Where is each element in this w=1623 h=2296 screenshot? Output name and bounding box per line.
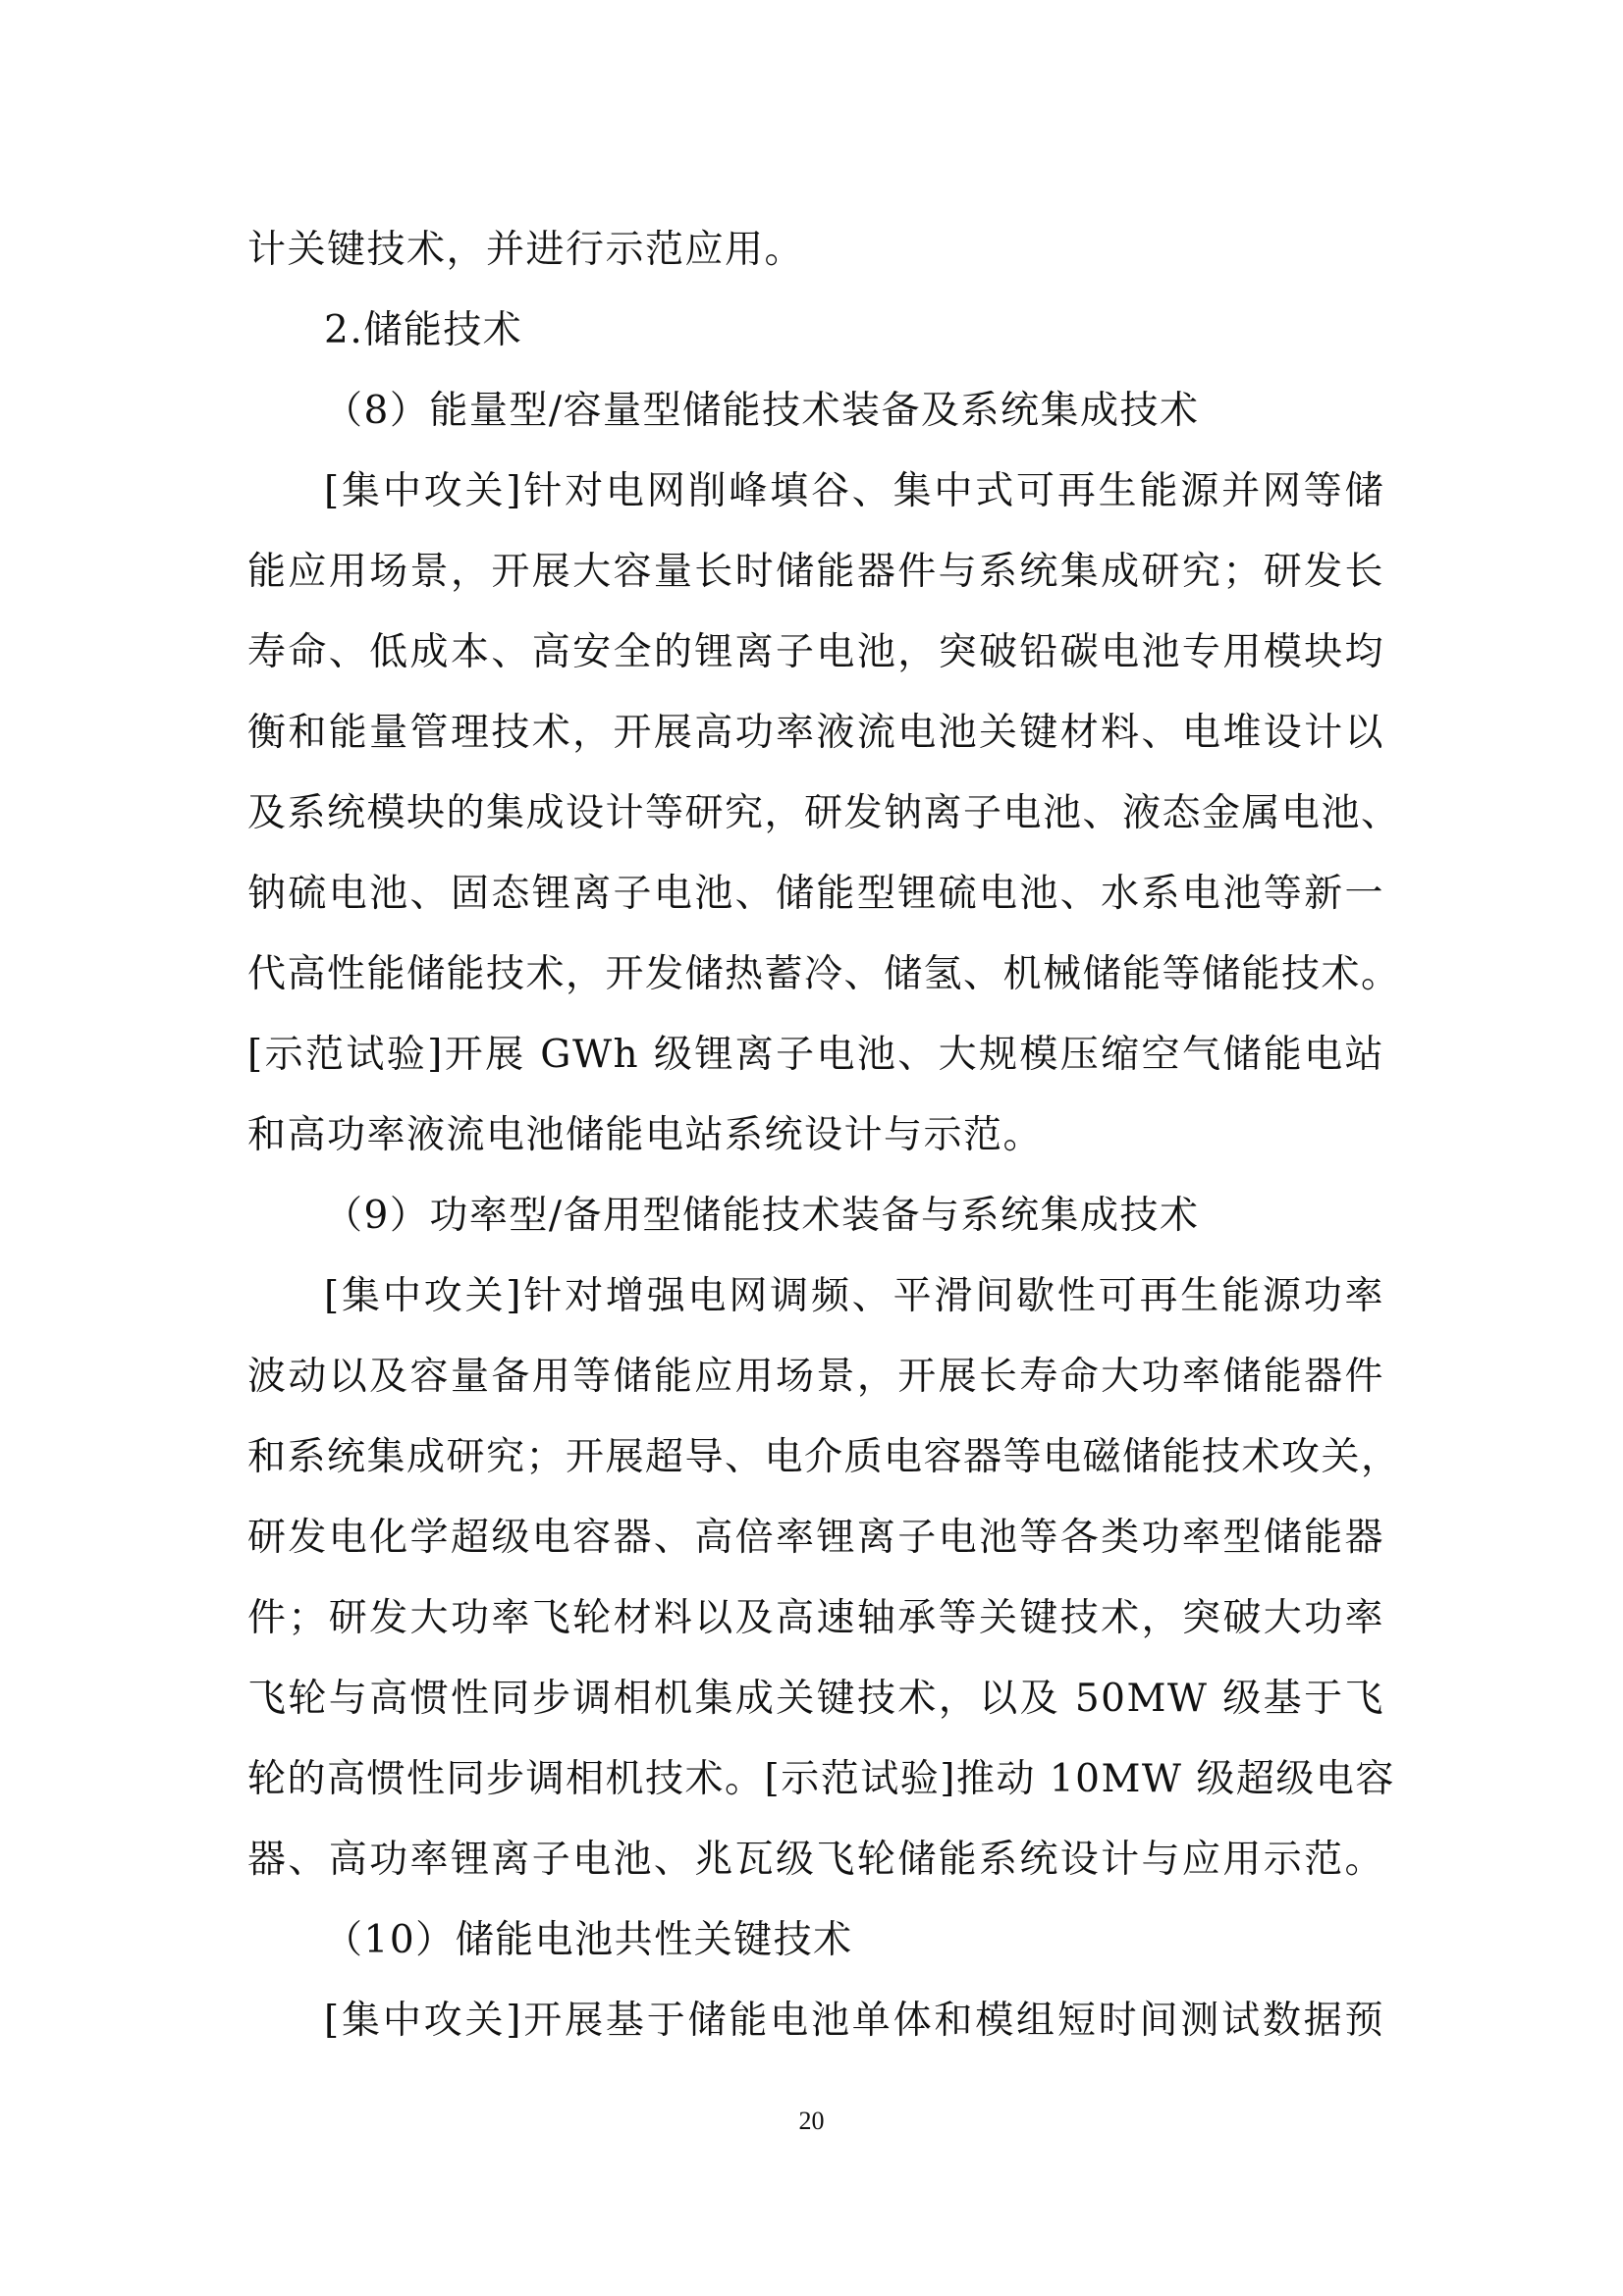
subsection-heading: （10）储能电池共性关键技术: [324, 1918, 853, 1962]
text-line: 轮的高惯性同步调相机技术。[示范试验]推动 10MW 级超级电容: [247, 1757, 1395, 1801]
subsection-heading: （8）能量型/容量型储能技术装备及系统集成技术: [324, 389, 1200, 433]
text-line: 代高性能储能技术，开发储热蓄冷、储氢、机械储能等储能技术。: [247, 952, 1401, 996]
text-line: [集中攻关]开展基于储能电池单体和模组短时间测试数据预: [324, 1999, 1384, 2043]
text-line: 波动以及容量备用等储能应用场景，开展长寿命大功率储能器件: [247, 1355, 1384, 1399]
text-line: 计关键技术，并进行示范应用。: [247, 228, 805, 272]
text-line: 寿命、低成本、高安全的锂离子电池，突破铅碳电池专用模块均: [247, 630, 1384, 674]
text-line: [集中攻关]针对电网削峰填谷、集中式可再生能源并网等储: [324, 469, 1384, 513]
page-number: 20: [798, 2107, 825, 2135]
text-line: 和系统集成研究；开展超导、电介质电容器等电磁储能技术攻关，: [247, 1435, 1401, 1479]
text-line: 能应用场景，开展大容量长时储能器件与系统集成研究；研发长: [247, 550, 1384, 594]
subsection-heading: （9）功率型/备用型储能技术装备与系统集成技术: [324, 1194, 1200, 1238]
text-line: 器、高功率锂离子电池、兆瓦级飞轮储能系统设计与应用示范。: [247, 1838, 1384, 1882]
text-line: 飞轮与高惯性同步调相机集成关键技术，以及 50MW 级基于飞: [247, 1677, 1384, 1721]
text-line: 衡和能量管理技术，开展高功率液流电池关键材料、电堆设计以: [247, 711, 1384, 755]
text-line: [集中攻关]针对增强电网调频、平滑间歇性可再生能源功率: [324, 1274, 1384, 1318]
section-heading: 2.储能技术: [324, 308, 523, 352]
text-line: 件；研发大功率飞轮材料以及高速轴承等关键技术，突破大功率: [247, 1596, 1384, 1640]
text-line: 及系统模块的集成设计等研究，研发钠离子电池、液态金属电池、: [247, 791, 1401, 835]
text-line: 和高功率液流电池储能电站系统设计与示范。: [247, 1113, 1044, 1157]
text-line: [示范试验]开展 GWh 级锂离子电池、大规模压缩空气储能电站: [247, 1033, 1384, 1077]
text-line: 研发电化学超级电容器、高倍率锂离子电池等各类功率型储能器: [247, 1516, 1384, 1560]
text-line: 钠硫电池、固态锂离子电池、储能型锂硫电池、水系电池等新一: [247, 872, 1384, 916]
